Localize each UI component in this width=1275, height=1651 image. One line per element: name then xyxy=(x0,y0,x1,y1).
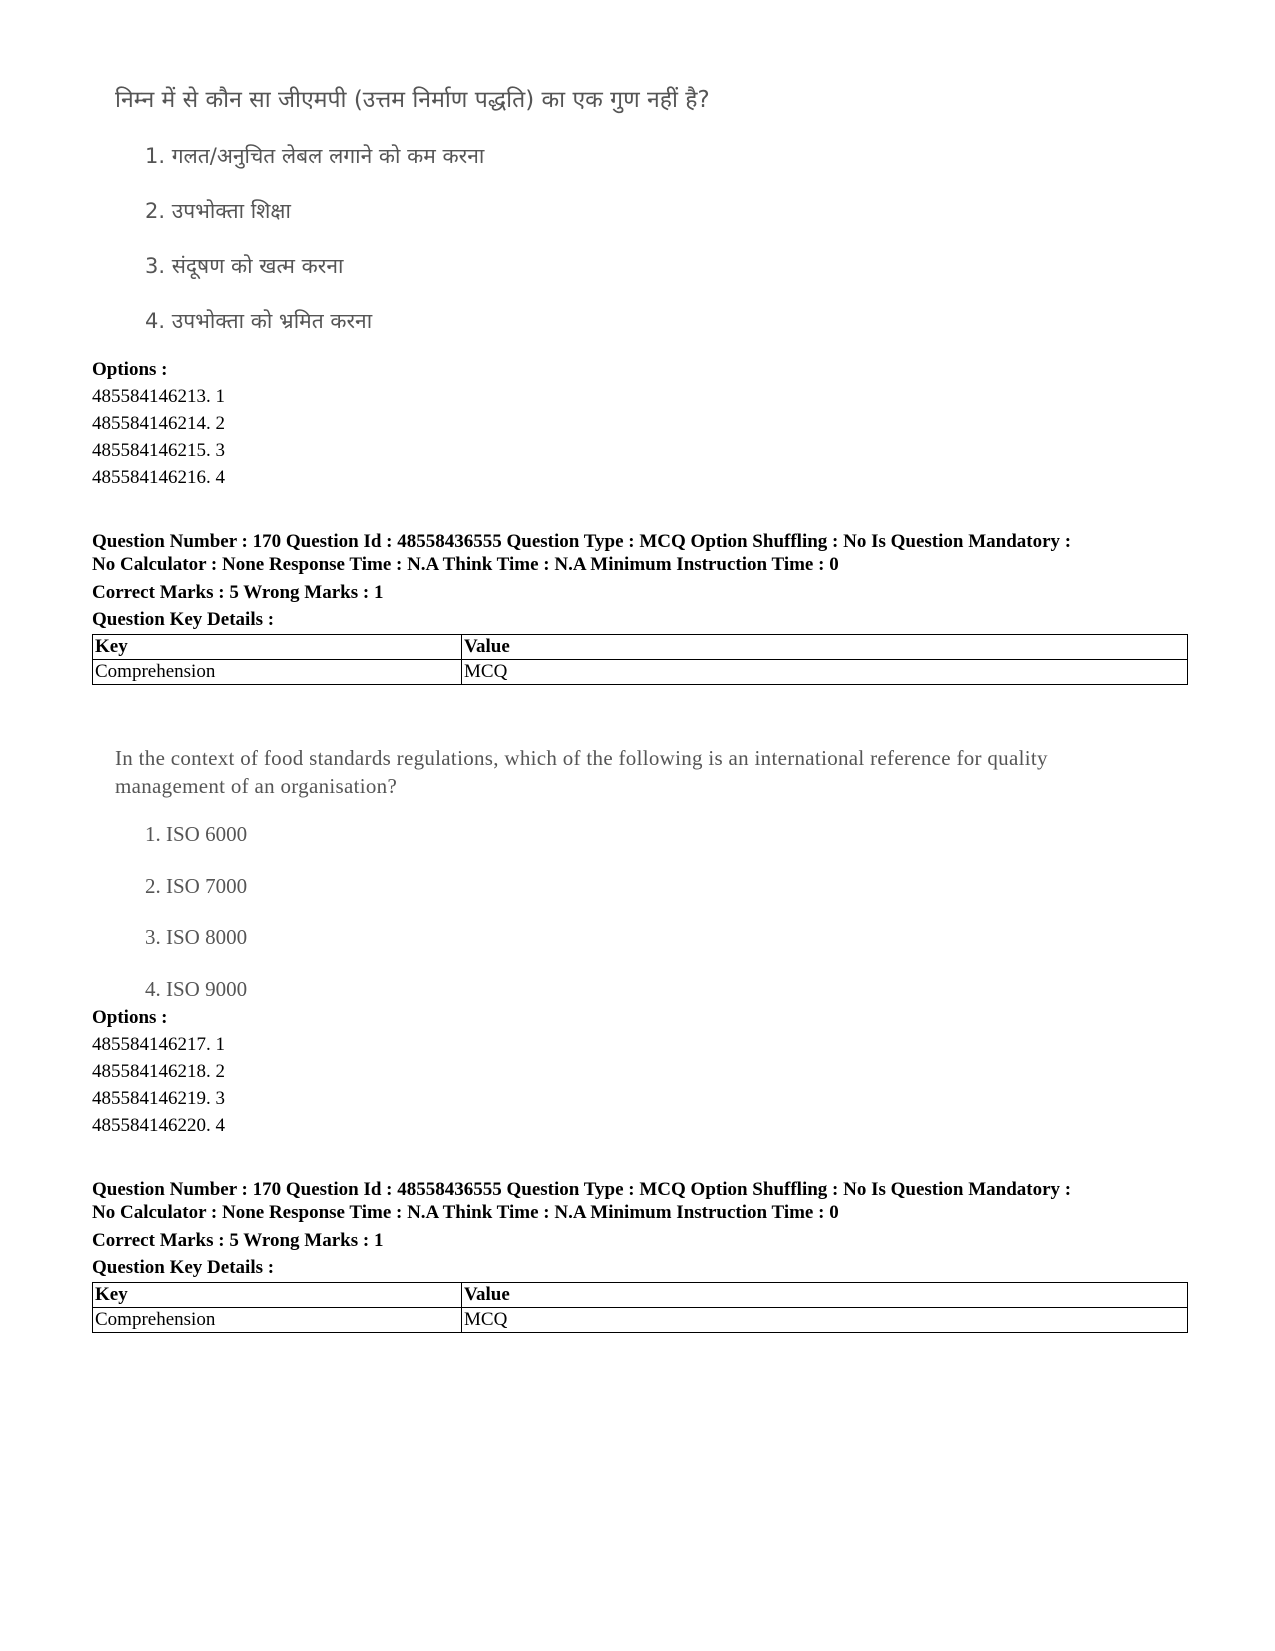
marks-line: Correct Marks : 5 Wrong Marks : 1 xyxy=(92,1230,384,1251)
table-header-value: Value xyxy=(462,1283,1188,1308)
question-text: निम्न में से कौन सा जीएमपी (उत्तम निर्माण पद्धति) का एक गुण नहीं है? xyxy=(115,87,710,113)
table-header-key: Key xyxy=(93,1283,462,1308)
option-item: 485584146216. 4 xyxy=(92,467,225,488)
option-item: 485584146220. 4 xyxy=(92,1115,225,1136)
table-cell-key: Comprehension xyxy=(93,660,462,685)
meta-line-1: Question Number : 170 Question Id : 48558436555 Question Type : MCQ Option Shuffling : No Is Question Mandatory : xyxy=(92,1179,1072,1200)
key-details-heading: Question Key Details : xyxy=(92,1257,275,1278)
option-item: 485584146215. 3 xyxy=(92,440,225,461)
key-value-table xyxy=(92,1282,1188,1333)
options-list xyxy=(92,356,1192,491)
question-text-line-2: management of an organisation? xyxy=(115,774,398,798)
question-image-english xyxy=(115,744,1155,1001)
key-details-heading: Question Key Details : xyxy=(92,609,275,630)
question-text xyxy=(115,744,1155,800)
question-choice: 1. ISO 6000 xyxy=(145,822,248,846)
table-header-key: Key xyxy=(93,635,462,660)
table-cell-value: MCQ xyxy=(462,660,1188,685)
meta-line-2: No Calculator : None Response Time : N.A Think Time : N.A Minimum Instruction Time : 0 xyxy=(92,554,839,575)
option-item: 485584146219. 3 xyxy=(92,1088,225,1109)
option-item: 485584146217. 1 xyxy=(92,1034,225,1055)
question-choice: 2. उपभोक्ता शिक्षा xyxy=(145,199,291,223)
option-item: 485584146213. 1 xyxy=(92,386,225,407)
meta-line-2: No Calculator : None Response Time : N.A Think Time : N.A Minimum Instruction Time : 0 xyxy=(92,1202,839,1223)
options-heading: Options : xyxy=(92,1007,168,1028)
question-choice: 2. ISO 7000 xyxy=(145,874,248,898)
question-image-hindi xyxy=(115,86,1155,333)
question-meta-line xyxy=(92,530,1177,576)
question-choice: 4. ISO 9000 xyxy=(145,977,248,1001)
table-header-value: Value xyxy=(462,635,1188,660)
table-cell-value: MCQ xyxy=(462,1308,1188,1333)
options-heading: Options : xyxy=(92,359,168,380)
question-choice: 4. उपभोक्ता को भ्रमित करना xyxy=(145,309,373,333)
question-text-line-1: In the context of food standards regulations, which of the following is an international reference for quality xyxy=(115,746,1048,770)
option-item: 485584146218. 2 xyxy=(92,1061,225,1082)
question-meta xyxy=(92,1178,1192,1281)
key-value-table xyxy=(92,634,1188,685)
table-header-row xyxy=(93,635,1188,660)
table-header-row xyxy=(93,1283,1188,1308)
table-row xyxy=(93,660,1188,685)
question-choice: 3. ISO 8000 xyxy=(145,925,248,949)
question-choice: 1. गलत/अनुचित लेबल लगाने को कम करना xyxy=(145,144,485,168)
question-meta xyxy=(92,530,1192,633)
table-row xyxy=(93,1308,1188,1333)
options-list xyxy=(92,1004,1192,1139)
meta-line-1: Question Number : 170 Question Id : 48558436555 Question Type : MCQ Option Shuffling : No Is Question Mandatory : xyxy=(92,531,1072,552)
option-item: 485584146214. 2 xyxy=(92,413,225,434)
table-cell-key: Comprehension xyxy=(93,1308,462,1333)
marks-line: Correct Marks : 5 Wrong Marks : 1 xyxy=(92,582,384,603)
question-choice: 3. संदूषण को खत्म करना xyxy=(145,254,344,278)
question-meta-line xyxy=(92,1178,1177,1224)
